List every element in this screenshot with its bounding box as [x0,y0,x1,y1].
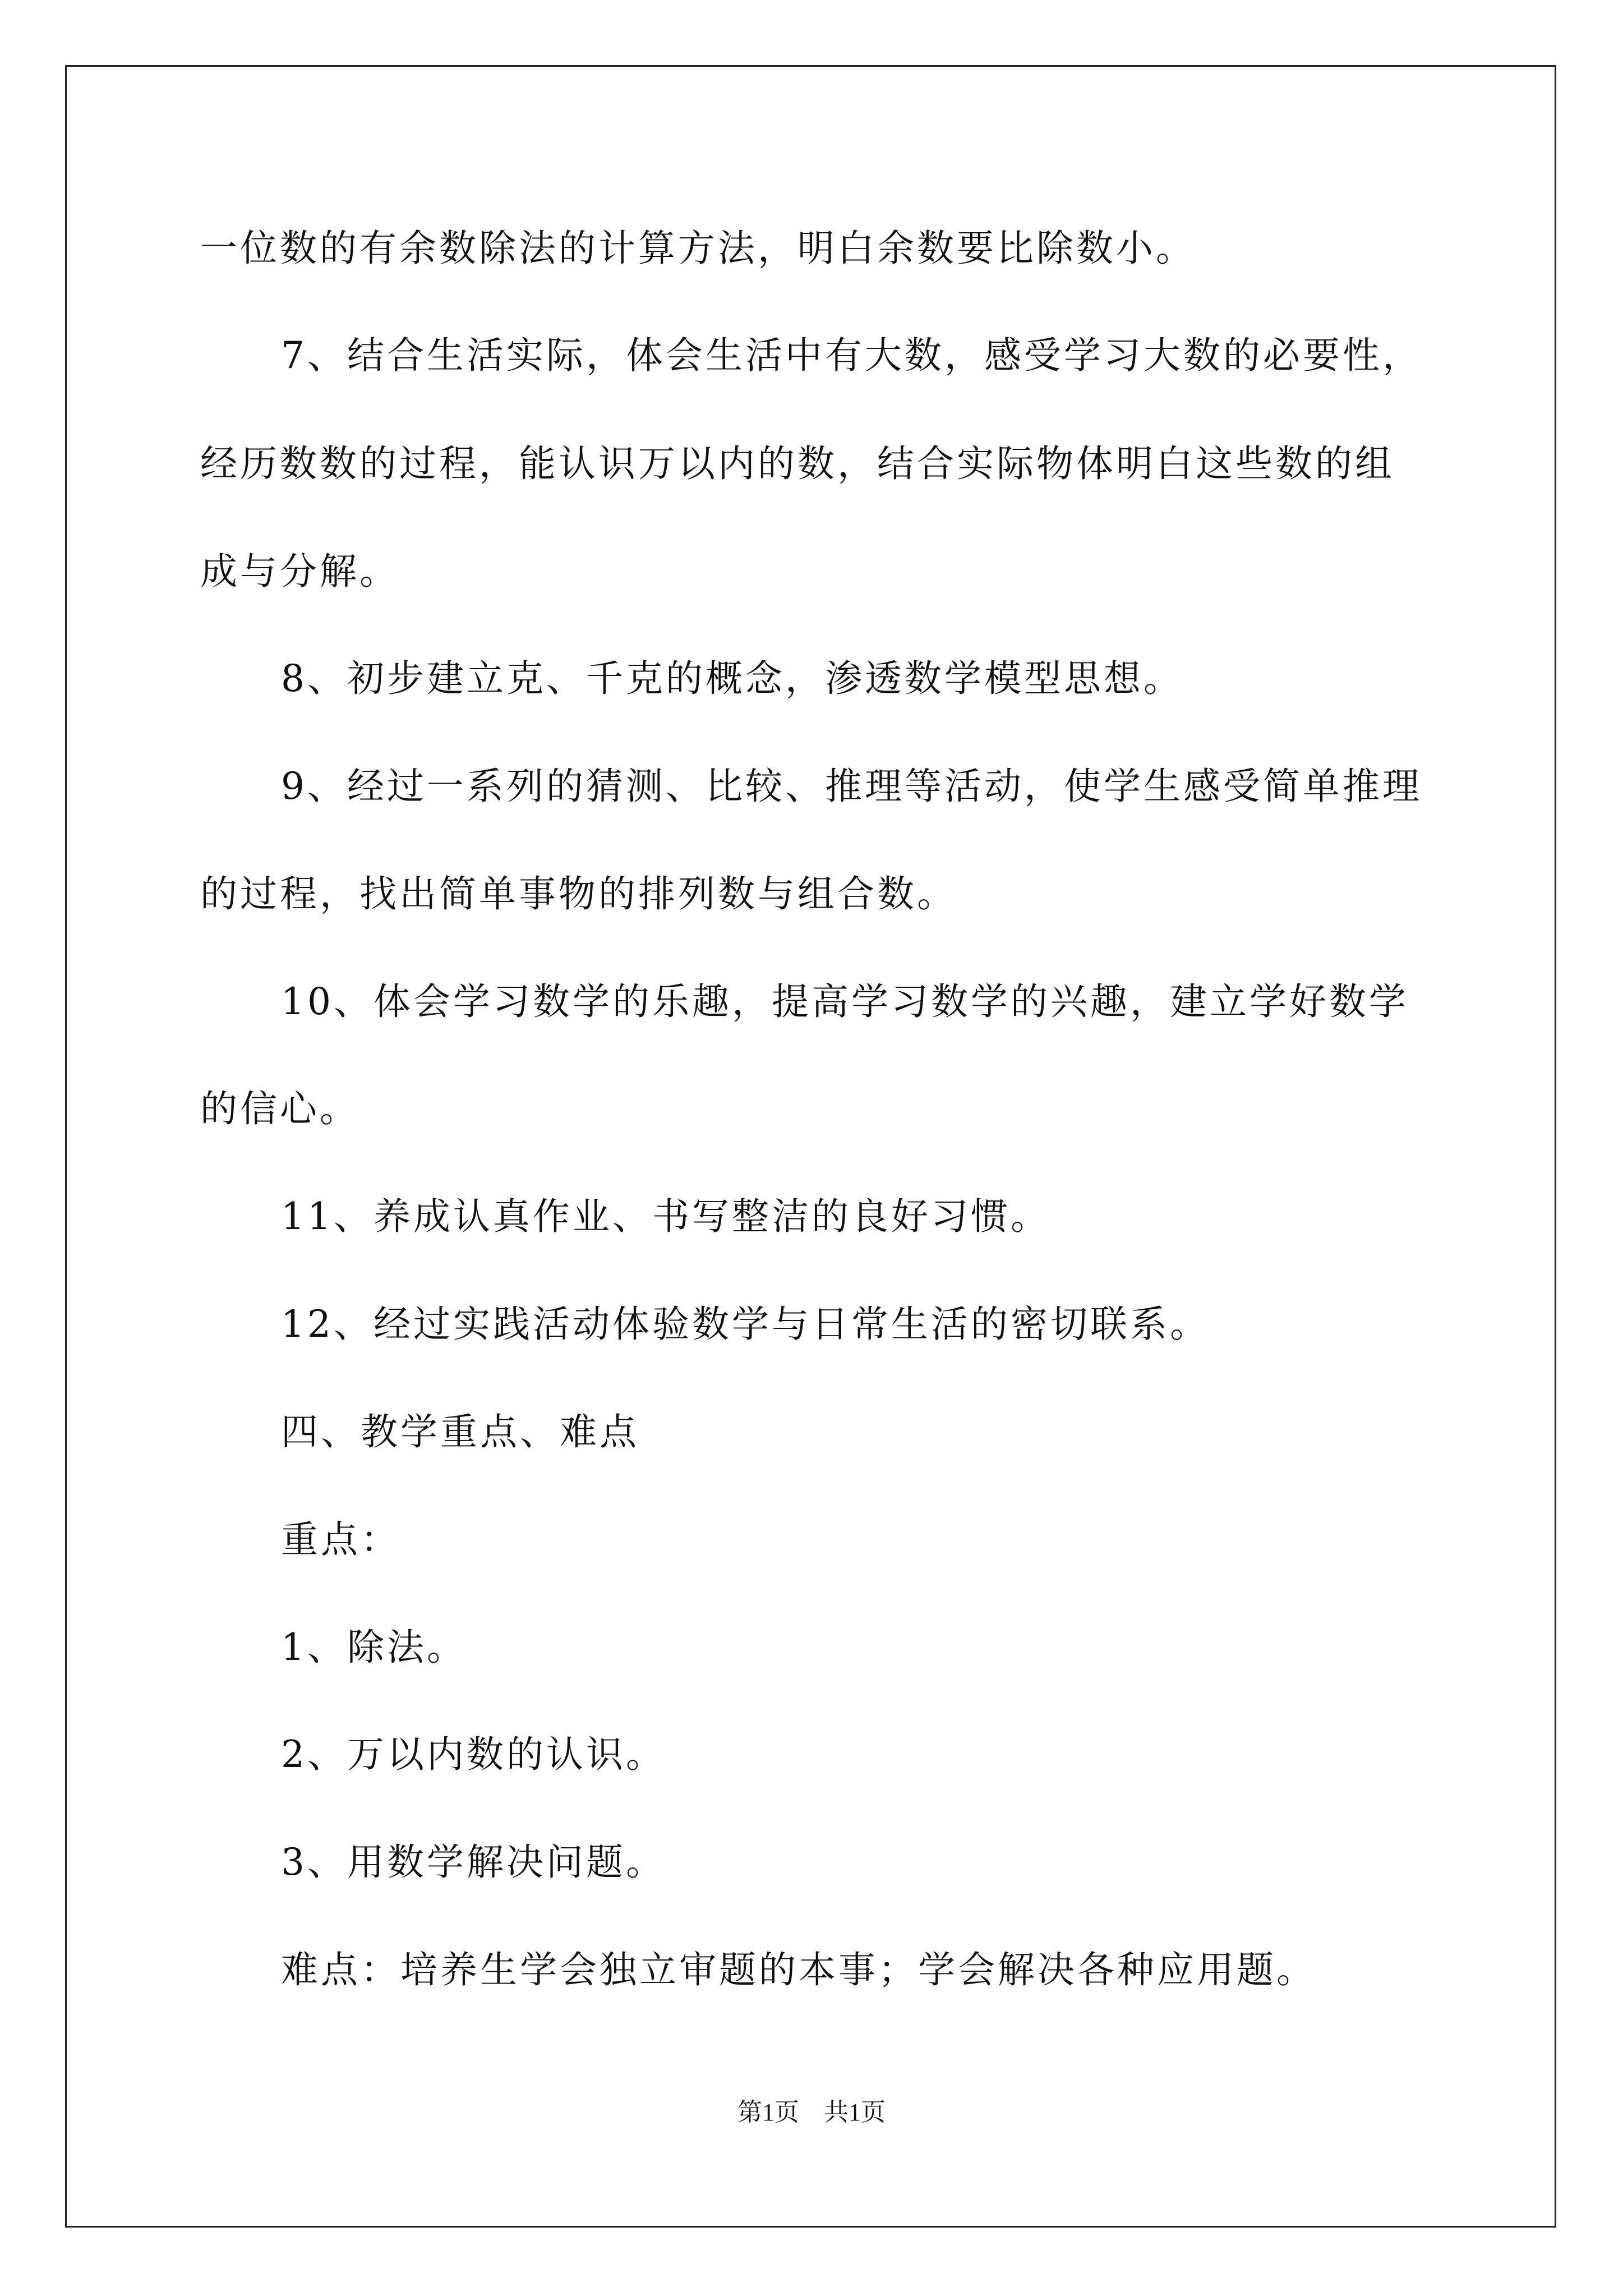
list-item: 2、万以内数的认识。 [281,1733,666,1776]
list-item: 3、用数学解决问题。 [281,1841,666,1884]
paragraph-line: 经历数数的过程，能认识万以内的数，结合实际物体明白这些数的组 [200,442,1395,485]
page-number-footer: 第1页 共1页 [737,2099,886,2126]
paragraph-line: 重点： [281,1518,400,1561]
paragraph-line: 11、养成认真作业、书写整洁的良好习惯。 [281,1195,1050,1238]
paragraph-line: 8、初步建立克、千克的概念，渗透数学模型思想。 [281,657,1183,700]
section-heading: 四、教学重点、难点 [281,1410,639,1453]
list-item: 1、除法。 [281,1626,467,1669]
paragraph-line: 12、经过实践活动体验数学与日常生活的密切联系。 [281,1303,1210,1346]
page-border [65,65,1556,2228]
paragraph-line: 10、体会学习数学的乐趣，提高学习数学的兴趣，建立学好数学 [281,980,1409,1023]
paragraph-line: 7、结合生活实际，体会生活中有大数，感受学习大数的必要性， [281,334,1422,377]
paragraph-line: 成与分解。 [200,550,399,593]
paragraph-line: 的过程，找出简单事物的排列数与组合数。 [200,872,957,915]
paragraph-line: 一位数的有余数除法的计算方法，明白余数要比除数小。 [200,227,1196,270]
paragraph-line: 的信心。 [200,1087,359,1130]
paragraph-line: 9、经过一系列的猜测、比较、推理等活动，使学生感受简单推理 [281,765,1422,808]
paragraph-line: 难点：培养生学会独立审题的本事；学会解决各种应用题。 [281,1948,1316,1991]
